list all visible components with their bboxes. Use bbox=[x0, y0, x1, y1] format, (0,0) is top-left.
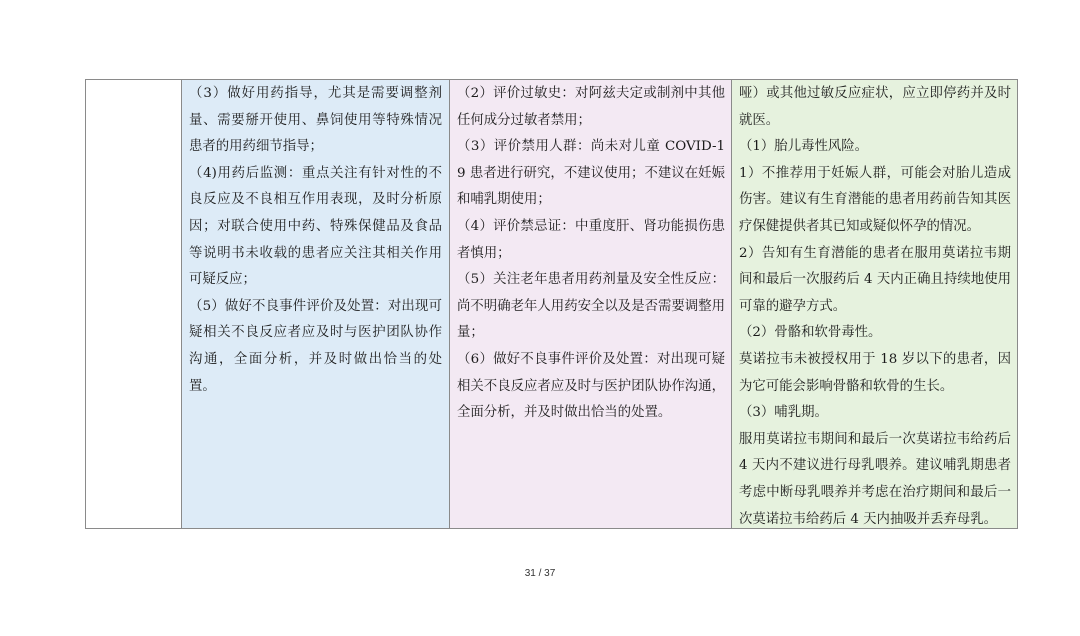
warning-paragraph: 莫诺拉韦未被授权用于 18 岁以下的患者，因为它可能会影响骨骼和软骨的生长。 bbox=[739, 351, 1011, 394]
pharmacist-guidance-column bbox=[181, 80, 449, 528]
evaluation-paragraph: （6）做好不良事件评价及处置：对出现可疑相关不良反应者应及时与医护团队协作沟通，全面分析，并及时做出恰当的处置。 bbox=[457, 351, 725, 421]
warning-paragraph: （1）胎儿毒性风险。 bbox=[739, 139, 869, 155]
row-header-cell bbox=[86, 80, 181, 528]
evaluation-paragraph: （2）评价过敏史：对阿兹夫定或制剂中其他任何成分过敏者禁用； bbox=[457, 86, 725, 128]
warning-paragraph: 服用莫诺拉韦期间和最后一次莫诺拉韦给药后 4 天内不建议进行母乳喂养。建议哺乳期患者考虑中断母乳喂养并考虑在治疗期间和最后一次莫诺拉韦给药后 4 天内抽吸并丢弃母乳。 bbox=[739, 431, 1011, 527]
evaluation-paragraph: （5）关注老年患者用药剂量及安全性反应：尚不明确老年人用药安全以及是否需要调整用量； bbox=[457, 272, 725, 341]
drug-guidance-table bbox=[85, 79, 1018, 529]
guidance-paragraph: （4)用药后监测：重点关注有针对性的不良反应及不良相互作用表现，及时分析原因；对联合使用中药、特殊保健品及食品等说明书未收载的患者应关注其相关作用可疑反应； bbox=[189, 165, 442, 288]
warning-paragraph: （2）骨骼和软骨毒性。 bbox=[739, 325, 882, 341]
evaluation-paragraph: （4）评价禁忌证：中重度肝、肾功能损伤患者慎用； bbox=[457, 218, 725, 261]
molnupiravir-warnings-column bbox=[731, 80, 1017, 528]
warning-paragraph: 2）告知有生育潜能的患者在服用莫诺拉韦期间和最后一次服药后 4 天内正确且持续地使用可靠的避孕方式。 bbox=[739, 245, 1011, 314]
page-number: 31 / 37 bbox=[524, 568, 556, 579]
guidance-paragraph: （5）做好不良事件评价及处置：对出现可疑相关不良反应者应及时与医护团队协作沟通，全面分析，并及时做出恰当的处置。 bbox=[189, 298, 442, 394]
guidance-paragraph: （3）做好用药指导，尤其是需要调整剂量、需要掰开使用、鼻饲使用等特殊情况患者的用药细节指导； bbox=[189, 86, 442, 155]
warning-paragraph: 哑）或其他过敏反应症状，应立即停药并及时就医。 bbox=[739, 86, 1011, 128]
evaluation-paragraph: （3）评价禁用人群：尚未对儿童 COVID-19 患者进行研究，不建议使用；不建议在妊娠和哺乳期使用； bbox=[457, 139, 725, 208]
warning-paragraph: 1）不推荐用于妊娠人群，可能会对胎儿造成伤害。建议有生育潜能的患者用药前告知其医疗保健提供者其已知或疑似怀孕的情况。 bbox=[739, 165, 1011, 234]
warning-paragraph: （3）哺乳期。 bbox=[739, 405, 828, 421]
azvudine-evaluation-column bbox=[449, 80, 731, 528]
